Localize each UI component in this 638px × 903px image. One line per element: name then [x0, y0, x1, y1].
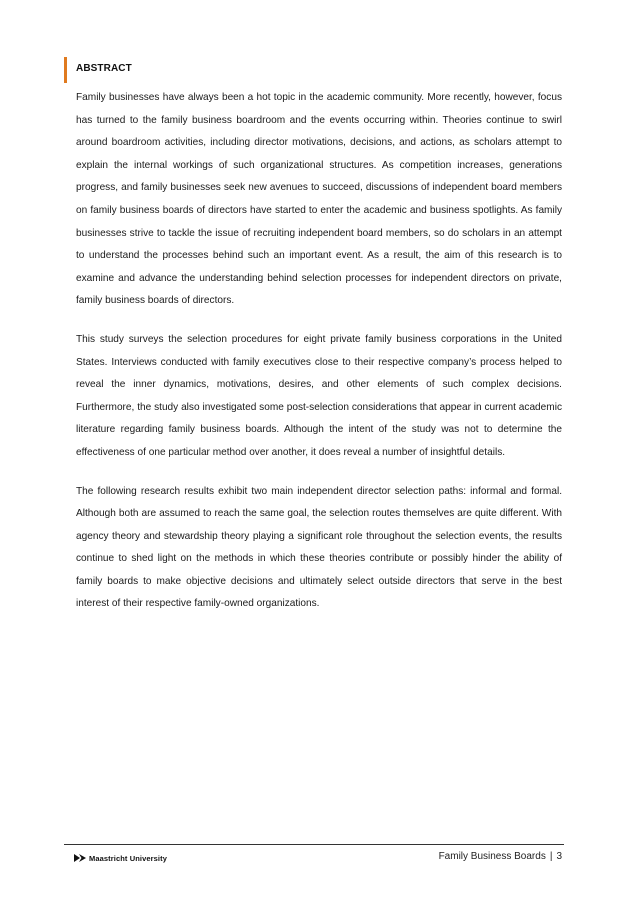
section-heading: ABSTRACT [76, 63, 132, 74]
university-logo [74, 851, 167, 865]
maastricht-university-logo-icon [74, 852, 86, 864]
abstract-paragraph-2: This study surveys the selection procedures for eight private family business corporations in the United States. Interviews conducted with family executives close to their respective company’s process helped to reveal the inner dynamics, motivations, desires, and other elements of such complex decisions. Furthermore, the study also investigated some post-selection considerations that appear in current academic literature regarding family business boards. Although the intent of the study was not to determine the effectiveness of one particular method over another, it does reveal a number of insightful details. [76, 333, 562, 458]
running-title: Family Business Boards [438, 851, 546, 862]
footer-running-head [439, 851, 562, 862]
abstract-body [76, 87, 562, 632]
page-number: 3 [556, 851, 562, 862]
heading-accent-bar [64, 57, 67, 83]
abstract-paragraph-1: Family businesses have always been a hot topic in the academic community. More recently, however, focus has turned to the family business boardroom and the events occurring within. Theories continue to swirl around boardroom activities, including director motivations, decisions, and actions, as scholars attempt to explain the internal workings of such organizational structures. As competition increases, generations progress, and family businesses seek new avenues to succeed, discussions of independent board members on family business boards of directors have started to enter the academic and business spotlights. As family businesses strive to tackle the issue of recruiting independent board members, so do scholars in an attempt to understand the processes behind such an important event. As a result, the aim of this research is to examine and advance the understanding behind selection processes for independent directors on private, family business boards of directors. [76, 92, 562, 307]
footer-separator: | [549, 851, 553, 862]
footer-divider [64, 844, 564, 845]
university-logo-text: Maastricht University [89, 853, 167, 863]
abstract-paragraph-3: The following research results exhibit two main independent director selection paths: informal and formal. Although both are assumed to reach the same goal, the selection routes themselves are quite different. With agency theory and stewardship theory playing a significant role throughout the selection events, the results continue to shed light on the methods in which these theories contribute or possibly hinder the ability of family boards to make objective decisions and ultimately select outside directors that serve in the best interest of their respective family-owned organizations. [76, 485, 562, 610]
